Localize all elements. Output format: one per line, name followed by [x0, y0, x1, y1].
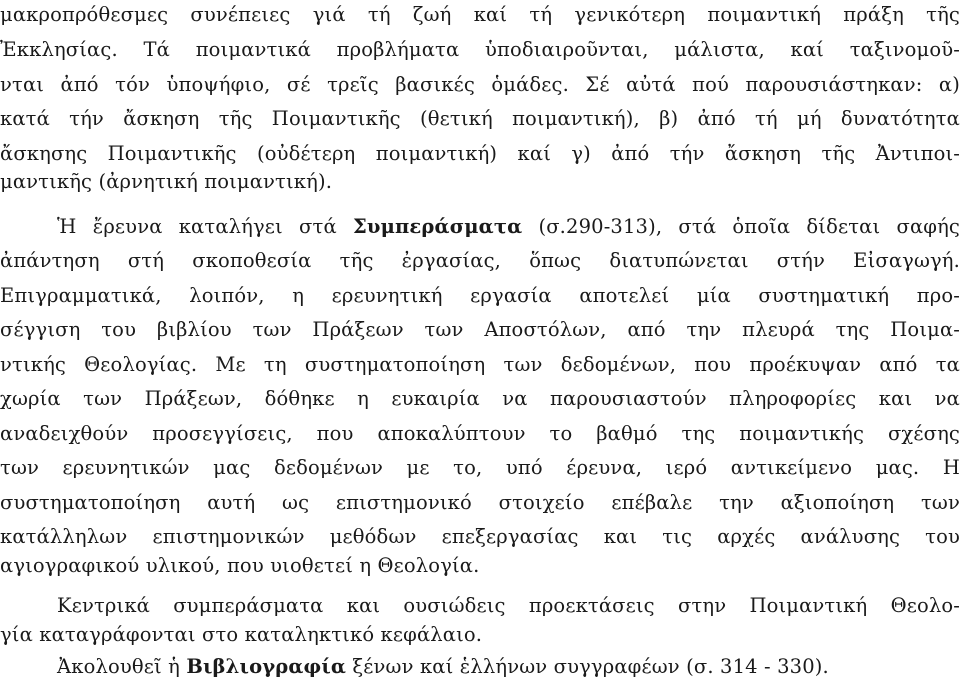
text-line: ἄσκησης Ποιμαντικῆς (οὐδέτερη ποιμαντική) καί γ) ἀπό τήν ἄσκηση τῆς Ἀντιποι- [0, 142, 960, 165]
text-line: μακροπρόθεσμες συνέπειες γιά τή ζωή καί τή γενικότερη ποιμαντική πράξη τῆς [0, 3, 960, 26]
text-line: Επιγραμματικά, λοιπόν, η ερευνητική εργασία αποτελεί μία συστηματική προ- [0, 284, 960, 307]
text-line: αναδειχθούν προσεγγίσεις, που αποκαλύπτουν το βαθμό της ποιμαντικής σχέσης [0, 422, 960, 445]
text-line [57, 652, 829, 682]
text-line: κατά τήν ἄσκηση τῆς Ποιμαντικῆς (θετική ποιμαντική), β) ἀπό τή μή δυνατότητα [0, 107, 960, 130]
text-line: κατάλληλων επιστημονικών μεθόδων επεξεργασίας και τις αρχές ανάλυσης του [0, 525, 960, 548]
text-run: ξένων καί ἑλλήνων συγγραφέων (σ. 314 - 330). [346, 655, 829, 678]
text-line: Ἐκκλησίας. Τά ποιμαντικά προβλήματα ὑποδιαιροῦνται, μάλιστα, καί ταξινομοῦ- [0, 38, 960, 61]
text-run: (σ.290-313), στά ὁποῖα δίδεται σαφής [522, 215, 960, 238]
text-line: των ερευνητικών μας δεδομένων με το, υπό έρευνα, ιερό αντικείμενο μας. Η [0, 456, 960, 479]
section-reference-bold: Βιβλιογραφία [186, 655, 347, 678]
text-line: συστηματοποίηση αυτή ως επιστημονικό στοιχείο επέβαλε την αξιοποίηση των [0, 491, 960, 514]
text-run: Ἀκολουθεῖ ἡ [57, 655, 187, 678]
text-line: νται ἀπό τόν ὑποψήφιο, σέ τρεῖς βασικές ὁμάδες. Σέ αὐτά πού παρουσιάστηκαν: α) [0, 73, 960, 96]
text-line [57, 212, 960, 242]
text-line: μαντικῆς (ἀρνητική ποιμαντική). [0, 170, 333, 193]
text-line: γία καταγράφονται στο καταληκτικό κεφάλαιο. [0, 623, 483, 646]
text-run: Ἡ ἔρευνα καταλήγει στά [57, 215, 353, 238]
text-line: ντικής Θεολογίας. Με τη συστηματοποίηση των δεδομένων, που προέκυψαν από τα [0, 353, 960, 376]
text-line: χωρία των Πράξεων, δόθηκε η ευκαιρία να παρουσιαστούν πληροφορίες και να [0, 387, 960, 410]
text-line: Κεντρικά συμπεράσματα και ουσιώδεις προεκτάσεις στην Ποιμαντική Θεολο- [57, 594, 960, 617]
text-line: αγιογραφικού υλικού, που υιοθετεί η Θεολογία. [0, 554, 480, 577]
section-reference-bold: Συμπεράσματα [352, 215, 523, 238]
text-line: σέγγιση του βιβλίου των Πράξεων των Αποστόλων, από την πλευρά της Ποιμα- [0, 318, 960, 341]
text-line: ἀπάντηση στή σκοποθεσία τῆς ἐργασίας, ὅπως διατυπώνεται στήν Εἰσαγωγή. [0, 249, 960, 272]
